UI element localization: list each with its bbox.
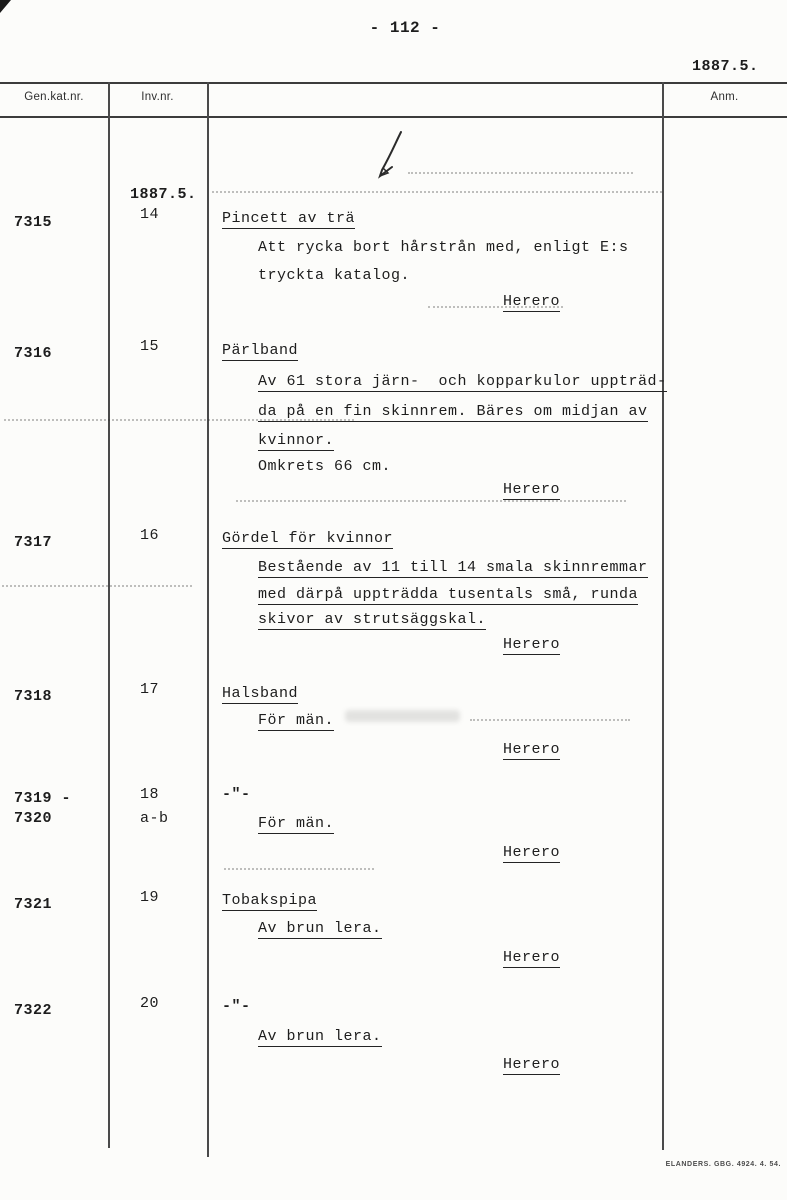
entry-attribution: Herero xyxy=(503,636,561,653)
entry-attribution: Herero xyxy=(503,481,561,498)
year-code-top: 1887.5. xyxy=(692,58,759,75)
entry-desc-line: Att rycka bort hårstrån med, enligt E:s xyxy=(258,239,629,256)
entry-desc-line: Av brun lera. xyxy=(258,1028,382,1045)
scan-noise xyxy=(224,868,374,870)
scan-corner-smudge xyxy=(0,0,11,13)
entry-desc-line: Omkrets 66 cm. xyxy=(258,458,392,475)
entry-attribution: Herero xyxy=(503,949,561,966)
entry-title: Pincett av trä xyxy=(222,210,356,227)
entry-desc-line: med därpå uppträdda tusentals små, runda xyxy=(258,586,639,603)
column-divider-2 xyxy=(207,82,209,1157)
gen-kat-nr: 7316 xyxy=(14,345,53,362)
gen-kat-nr: 7322 xyxy=(14,1002,53,1019)
entry-desc-line: Bestående av 11 till 14 smala skinnremmar xyxy=(258,559,648,576)
gen-kat-nr: 7315 xyxy=(14,214,53,231)
gen-kat-nr: 7321 xyxy=(14,896,53,913)
entry-desc-line: Av brun lera. xyxy=(258,920,382,937)
gen-kat-nr: 7320 xyxy=(14,810,53,827)
entry-attribution: Herero xyxy=(503,844,561,861)
scan-smudge xyxy=(345,710,460,722)
scan-noise xyxy=(236,500,626,502)
table-header-rule xyxy=(0,116,787,118)
gen-kat-nr: 7319 - xyxy=(14,790,72,807)
scan-noise xyxy=(470,719,630,721)
ditto-mark: -"- xyxy=(222,998,251,1015)
column-divider-3 xyxy=(662,82,664,1150)
column-divider-1 xyxy=(108,82,110,1148)
entry-desc-line: skivor av strutsäggskal. xyxy=(258,611,487,628)
entry-desc-line: kvinnor. xyxy=(258,432,335,449)
handwritten-check-icon xyxy=(368,126,414,186)
scan-noise xyxy=(2,585,192,587)
entry-desc-line: da på en fin skinnrem. Bäres om midjan av xyxy=(258,403,648,420)
gen-kat-nr: 7318 xyxy=(14,688,53,705)
inv-nr: 16 xyxy=(140,527,160,544)
group-year: 1887.5. xyxy=(130,186,197,203)
inv-nr: 18 xyxy=(140,786,160,803)
scan-noise xyxy=(212,191,662,193)
inv-nr: 19 xyxy=(140,889,160,906)
scan-noise xyxy=(408,172,633,174)
entry-attribution: Herero xyxy=(503,741,561,758)
column-header-gen-kat-nr: Gen.kat.nr. xyxy=(24,91,84,103)
inv-nr: 17 xyxy=(140,681,160,698)
entry-title: Halsband xyxy=(222,685,299,702)
inv-nr: 15 xyxy=(140,338,160,355)
inv-nr: a-b xyxy=(140,810,169,827)
entry-title: Gördel för kvinnor xyxy=(222,530,394,547)
entry-desc-line: Av 61 stora järn- och kopparkulor uppträd- xyxy=(258,373,667,390)
entry-title: Pärlband xyxy=(222,342,299,359)
entry-desc-line: För män. xyxy=(258,712,335,729)
page-number: - 112 - xyxy=(369,19,441,37)
entry-attribution: Herero xyxy=(503,293,561,310)
entry-title: Tobakspipa xyxy=(222,892,318,909)
entry-desc-line: tryckta katalog. xyxy=(258,267,411,284)
entry-attribution: Herero xyxy=(503,1056,561,1073)
column-header-anm: Anm. xyxy=(710,91,739,103)
entry-desc-line: För män. xyxy=(258,815,335,832)
inv-nr: 14 xyxy=(140,206,160,223)
ditto-mark: -"- xyxy=(222,786,251,803)
inv-nr: 20 xyxy=(140,995,160,1012)
gen-kat-nr: 7317 xyxy=(14,534,53,551)
table-top-rule xyxy=(0,82,787,84)
column-header-inv-nr: Inv.nr. xyxy=(141,91,174,103)
printer-mark: ELANDERS. GBG. 4924. 4. 54. xyxy=(665,1161,781,1168)
